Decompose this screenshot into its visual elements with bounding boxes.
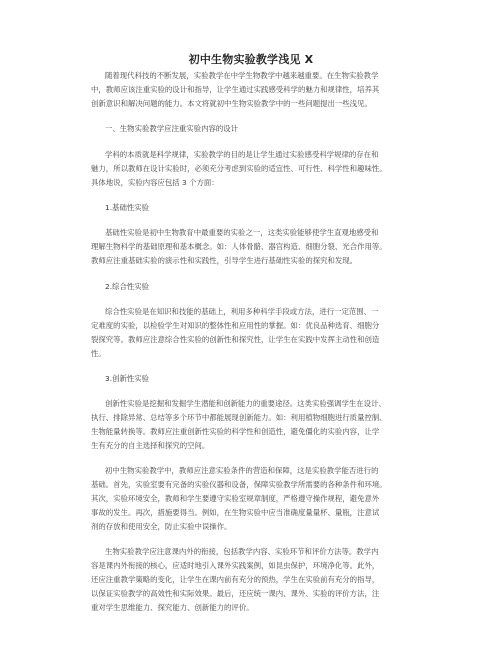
paragraph-line: 容是课内外衔接的核心，应适时地引入课外实践案例，如昆虫保护，环境净化等。此外， (91, 561, 380, 570)
paragraph-line: 执行、排除异常、总结等多个环节中都能展现创新能力。如：利用植物细胞进行质量控制、 (91, 413, 387, 422)
subsection-heading: 3.创新性实验 (105, 374, 150, 383)
subsection-heading: 1.基础性实验 (105, 203, 150, 212)
paragraph-line: 学科的本质就是科学规律，实验教学的目的是让学生通过实验感受科学规律的存在和 (105, 150, 379, 159)
paragraph-line: 基础性实验是初中生物教育中最重要的实验之一，这类实验能够使学生直观地感受和 (105, 228, 379, 237)
paragraph-line: 基础。首先，实验室要有完备的实验仪器和设备，保障实验教学所需要的各种条件和环境。 (91, 480, 387, 489)
subsection-heading: 2.综合性实验 (105, 282, 150, 291)
paragraph-line: 综合性实验是在知识和技能的基础上，利用多种科学手段或方法，进行一定范围、一 (105, 307, 379, 316)
paragraph-line: 生物实验教学应注意课内外的衔接，包括教学内容、实验环节和评价方法等。教学内 (105, 547, 379, 556)
paragraph-line: 具体地说，实验内容应包括 3 个方面： (91, 178, 219, 187)
paragraph-line: 中，教师应该注重实验的设计和指导，让学生通过实践感受科学的魅力和规律性，培养其 (91, 85, 380, 94)
paragraph-line: 创新意识和解决问题的能力。本文将就初中生物实验教学中的一些问题提出一些浅见。 (91, 99, 372, 108)
paragraph-line: 生物能量转换等。教师应注重创新性实验的科学性和创造性，避免僵化的实验内容，让学 (91, 427, 380, 436)
paragraph-line: 随着现代科技的不断发展，实验教学在中学生物教学中越来越重要。在生物实验教学 (105, 71, 379, 80)
paragraph-line: 剂的存放和使用安全，防止实验中误操作。 (91, 522, 232, 531)
paragraph-line: 理解生物科学的基础原理和基本概念。如：人体骨骼、器官构造、细胞分裂、光合作用等。 (91, 242, 387, 251)
paragraph-line: 教师应注重基础实验的演示性和实践性，引导学生进行基础性实验的探究和发现。 (91, 256, 358, 265)
paragraph-line: 事故的发生。再次，措施要得当。例如，在生物实验中应当准确度量量杯、量瓶，注意试 (91, 508, 380, 517)
paragraph-line: 定难度的实验，以检验学生对知识的整体性和应用性的掌握。如：优良品种选育、细胞分 (91, 321, 380, 330)
paragraph-line: 创新性实验是挖掘和发掘学生潜能和创新能力的重要途径。这类实验强调学生在设计、 (105, 399, 386, 408)
paragraph-line: 以保证实验教学的高效性和实际效果。最后，还应统一课内、课外、实验的评价方法，注 (91, 589, 380, 598)
paragraph-line: 其次，实验环境安全，教师和学生要遵守实验室规章制度，严格遵守操作规程，避免意外 (91, 494, 380, 503)
paragraph-line: 生有充分的自主选择和探究的空间。 (91, 441, 210, 450)
paragraph-line: 裂探究等。教师应注意综合性实验的创新性和探究性，让学生在实践中发挥主动性和创造 (91, 335, 380, 344)
paragraph-line: 重对学生思维能力、探究能力、创新能力的评价。 (91, 603, 254, 612)
paragraph-line: 初中生物实验教学中，教师应注意实验条件的营造和保障，这是实验教学能否进行的 (105, 466, 379, 475)
paragraph-line: 魅力，所以教师在设计实验时，必须充分考虑到实验的适宜性、可行性、科学性和趣味性。 (91, 164, 387, 173)
section-heading: 一、生物实验教学应注重实验内容的设计 (105, 124, 239, 133)
paragraph-line: 还应注重教学策略的变化，让学生在课内前有充分的预热，学生在实验前有充分的指导， (91, 575, 380, 584)
document-title: 初中生物实验教学浅见 X (188, 53, 314, 66)
paragraph-line: 性。 (91, 349, 106, 358)
